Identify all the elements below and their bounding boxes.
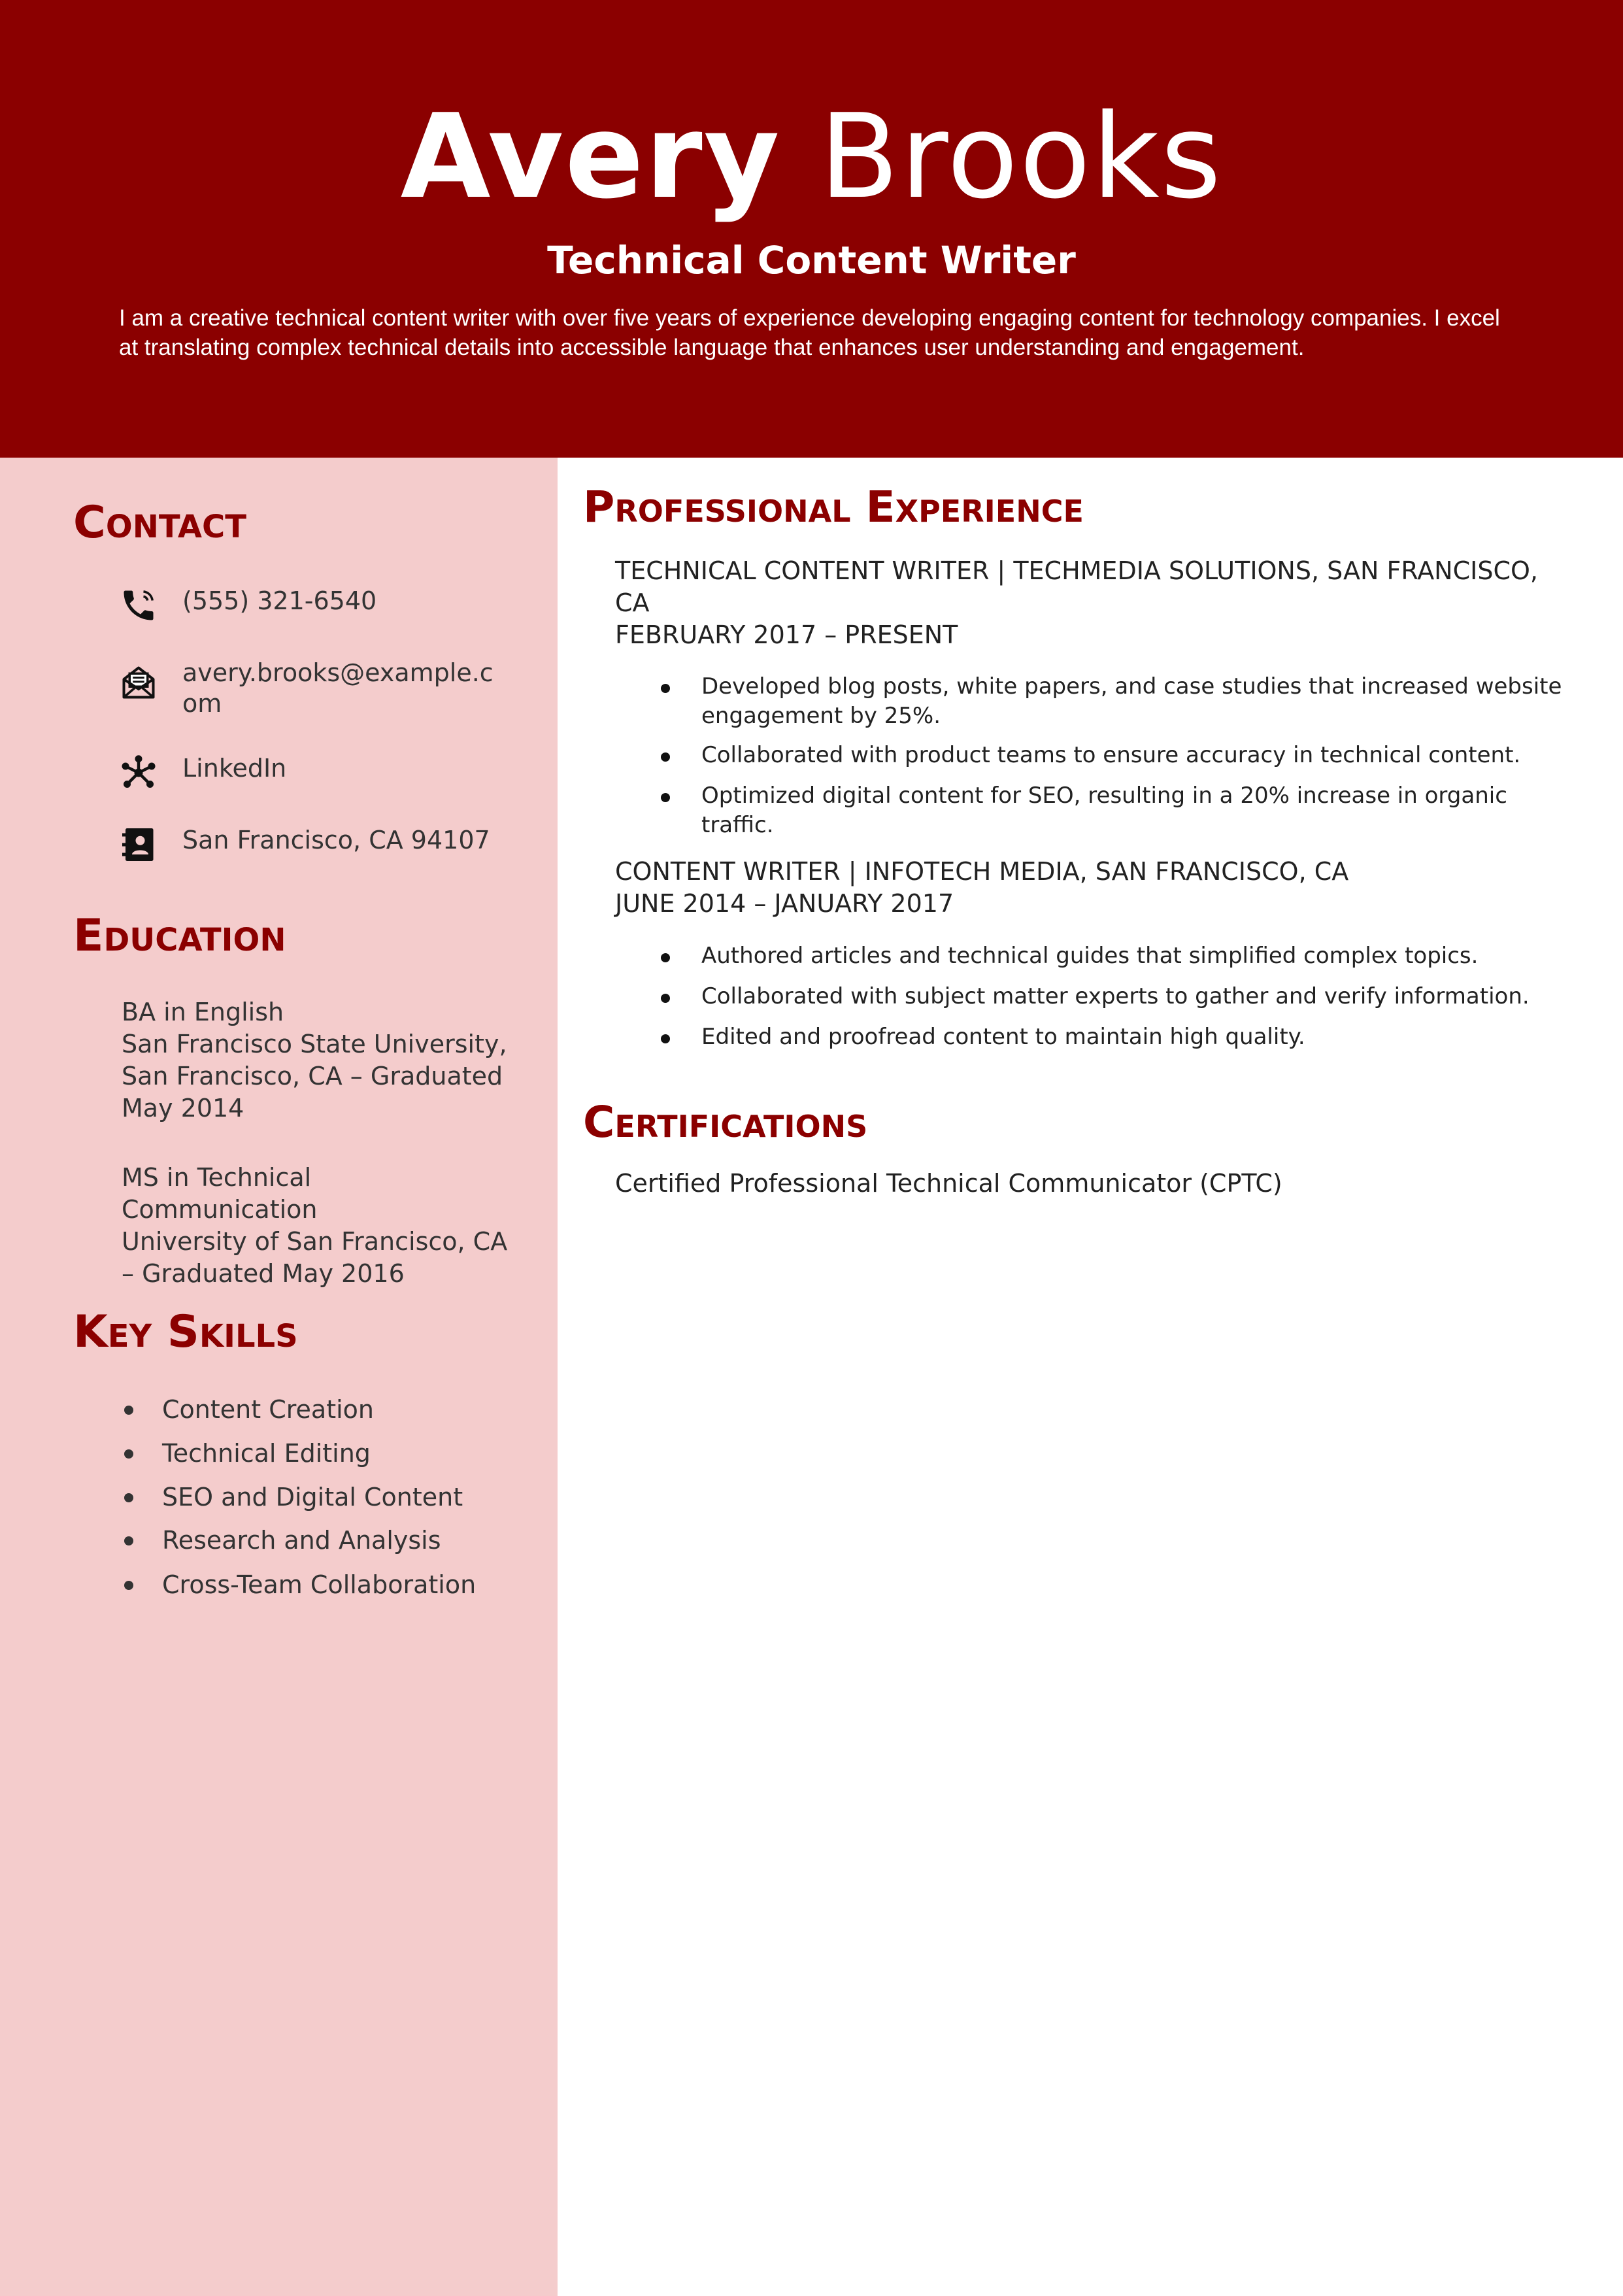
job-dates: JUNE 2014 – JANUARY 2017 — [615, 889, 954, 918]
job-dates: FEBRUARY 2017 – PRESENT — [615, 620, 958, 649]
skills-heading: Key Skills — [73, 1306, 298, 1358]
education-entry-ms — [122, 1162, 514, 1290]
address-book-icon — [119, 825, 158, 864]
certifications-heading: Certifications — [583, 1097, 868, 1147]
degree-name: BA in English — [122, 998, 284, 1026]
mail-icon — [119, 663, 158, 702]
bullet-text: Optimized digital content for SEO, resulting in a 20% increase in organic traffic. — [701, 783, 1507, 838]
bullet-icon — [661, 793, 670, 802]
bullet-icon — [661, 752, 670, 762]
skill-label: SEO and Digital Content — [162, 1483, 463, 1511]
contact-heading: Contact — [73, 497, 247, 549]
mailing-address: San Francisco, CA 94107 — [182, 826, 490, 854]
job-title-line: CONTENT WRITER | INFOTECH MEDIA, SAN FRANCISCO, CA — [615, 857, 1349, 886]
phone-number: (555) 321-6540 — [182, 586, 377, 615]
bullet-text: Collaborated with subject matter experts to gather and verify information. — [701, 983, 1530, 1009]
degree-detail: San Francisco State University, San Francisco, CA – Graduated May 2014 — [122, 1030, 507, 1123]
bullet-icon — [124, 1406, 133, 1415]
bullet-icon — [661, 953, 670, 962]
degree-name: MS in Technical Communication — [122, 1163, 318, 1224]
resume-header — [0, 0, 1623, 458]
bullet-text: Authored articles and technical guides that simplified complex topics. — [701, 943, 1479, 969]
bullet-icon — [661, 994, 670, 1003]
job-title: Technical Content Writer — [547, 238, 1076, 282]
skill-label: Cross-Team Collaboration — [162, 1570, 477, 1599]
job-title-line: TECHNICAL CONTENT WRITER | TECHMEDIA SOLUTIONS, SAN FRANCISCO, CA — [615, 556, 1538, 617]
bullet-icon — [124, 1449, 133, 1459]
candidate-name — [0, 85, 1623, 229]
skill-label: Content Creation — [162, 1395, 374, 1424]
experience-heading: Professional Experience — [583, 482, 1084, 532]
email-address: avery.brooks@example.com — [182, 658, 494, 718]
education-entry-ba — [122, 996, 514, 1124]
bullet-icon — [124, 1493, 133, 1502]
bullet-text: Collaborated with product teams to ensure accuracy in technical content. — [701, 742, 1521, 768]
first-name: Avery — [400, 89, 781, 224]
bullet-icon — [124, 1536, 133, 1545]
skill-label: Research and Analysis — [162, 1526, 441, 1555]
job-entry-header — [615, 856, 1569, 920]
phone-icon — [119, 586, 158, 625]
last-name: Brooks — [819, 89, 1223, 224]
education-heading: Education — [73, 910, 286, 962]
network-icon — [119, 753, 158, 792]
bullet-icon — [661, 1034, 670, 1043]
bullet-icon — [661, 684, 670, 693]
job-entry-header — [615, 555, 1569, 651]
degree-detail: University of San Francisco, CA – Graduated May 2016 — [122, 1227, 508, 1288]
bullet-icon — [124, 1581, 133, 1590]
bullet-text: Developed blog posts, white papers, and case studies that increased website engagement by 25%. — [701, 673, 1562, 729]
skill-label: Technical Editing — [162, 1439, 371, 1468]
bullet-text: Edited and proofread content to maintain high quality. — [701, 1024, 1305, 1050]
linkedin-link[interactable]: LinkedIn — [182, 754, 287, 783]
certification-item: Certified Professional Technical Communicator (CPTC) — [615, 1169, 1282, 1198]
professional-summary: I am a creative technical content writer with over five years of experience developing engaging content for technology companies. I excel at translating complex technical details into accessible language that enhances user understanding and engagement. — [119, 305, 1500, 360]
sidebar — [0, 458, 558, 2296]
